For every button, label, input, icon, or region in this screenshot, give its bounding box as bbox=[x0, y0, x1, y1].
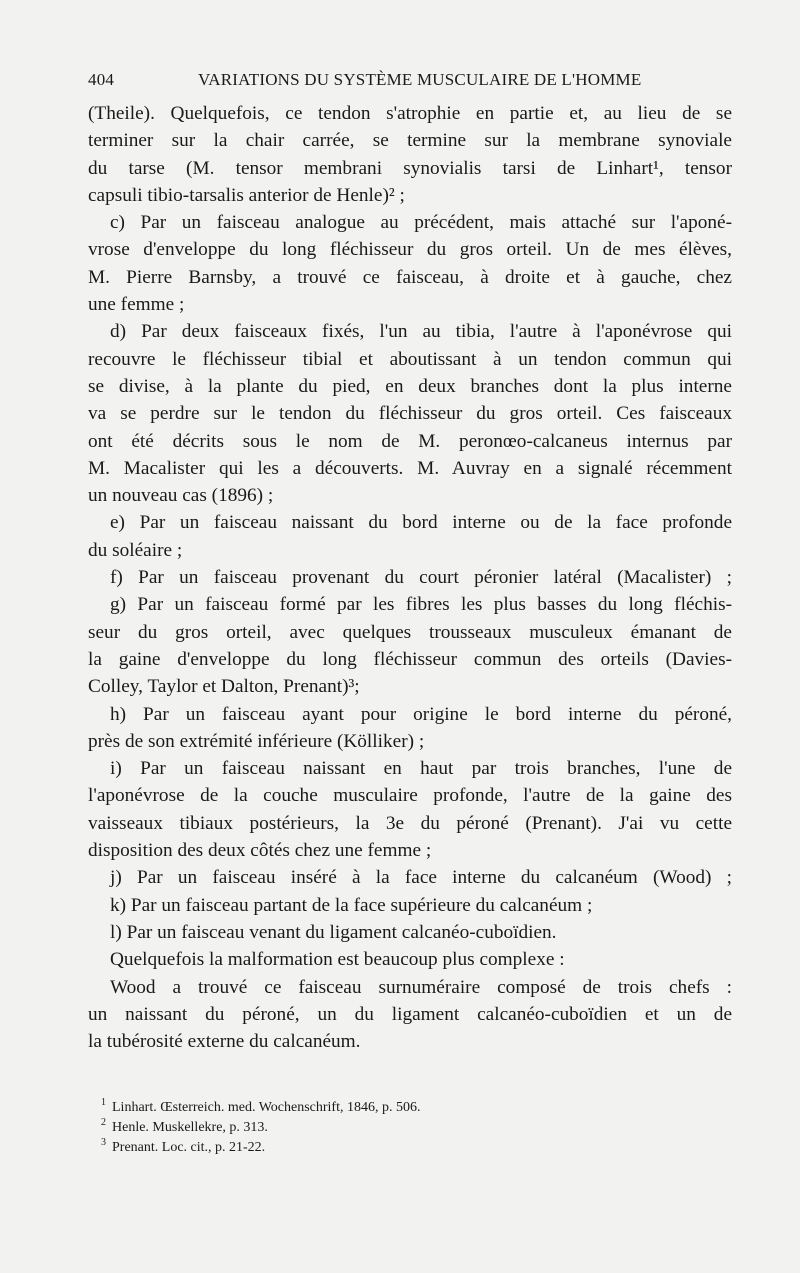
text-line: du soléaire ; bbox=[88, 539, 183, 561]
text-line: l'aponévrose de la couche musculaire profonde, l'autre de la gaine des bbox=[88, 785, 732, 807]
text-line: capsuli tibio-tarsalis anterior de Henle)² ; bbox=[88, 184, 405, 206]
text-line: se divise, à la plante du pied, en deux branches dont la plus interne bbox=[88, 375, 732, 397]
text-line: (Theile). Quelquefois, ce tendon s'atrophie en partie et, au lieu de se bbox=[88, 103, 732, 124]
text-line: e) Par un faisceau naissant du bord interne ou de la face profonde bbox=[110, 512, 732, 534]
footnote bbox=[101, 1098, 701, 1118]
text-line: terminer sur la chair carrée, se termine sur la membrane synoviale bbox=[88, 130, 732, 152]
text-line: Colley, Taylor et Dalton, Prenant)³; bbox=[88, 676, 360, 698]
footnote-mark: 1 bbox=[101, 1097, 106, 1109]
footnote-text: Henle. Muskellekre, p. 313. bbox=[112, 1120, 268, 1135]
text-line: une femme ; bbox=[88, 294, 185, 316]
text-line: i) Par un faisceau naissant en haut par trois branches, l'une de bbox=[110, 758, 732, 780]
text-line: près de son extrémité inférieure (Kölliker) ; bbox=[88, 730, 425, 752]
text-line: M. Pierre Barnsby, a trouvé ce faisceau, à droite et à gauche, chez bbox=[88, 266, 732, 288]
text-line: vrose d'enveloppe du long fléchisseur du gros orteil. Un de mes élèves, bbox=[88, 239, 732, 261]
text-line: vaisseaux tibiaux postérieurs, la 3e du péroné (Prenant). J'ai vu cette bbox=[88, 812, 732, 834]
footnote-mark: 3 bbox=[101, 1137, 106, 1149]
footnote-text: Linhart. Œsterreich. med. Wochenschrift, 1846, p. 506. bbox=[112, 1100, 421, 1115]
text-line: h) Par un faisceau ayant pour origine le bord interne du péroné, bbox=[110, 703, 732, 725]
text-line: g) Par un faisceau formé par les fibres les plus basses du long fléchis- bbox=[110, 594, 732, 616]
running-title: VARIATIONS DU SYSTÈME MUSCULAIRE DE L'HOMME bbox=[198, 70, 642, 89]
text-line: l) Par un faisceau venant du ligament calcanéo-cuboïdien. bbox=[110, 921, 557, 943]
text-line: recouvre le fléchisseur tibial et aboutissant à un tendon commun qui bbox=[88, 348, 732, 370]
text-line: la gaine d'enveloppe du long fléchisseur commun des orteils (Davies- bbox=[88, 648, 732, 670]
text-line: un nouveau cas (1896) ; bbox=[88, 485, 274, 507]
text-line: d) Par deux faisceaux fixés, l'un au tibia, l'autre à l'aponévrose qui bbox=[110, 321, 732, 343]
text-line: Wood a trouvé ce faisceau surnuméraire composé de trois chefs : bbox=[110, 976, 732, 998]
text-line: la tubérosité externe du calcanéum. bbox=[88, 1031, 361, 1053]
text-line: M. Macalister qui les a découverts. M. Auvray en a signalé récemment bbox=[88, 457, 732, 479]
text-line: disposition des deux côtés chez une femme ; bbox=[88, 840, 432, 862]
footnote bbox=[101, 1138, 701, 1158]
text-line: Quelquefois la malformation est beaucoup plus complexe : bbox=[110, 949, 565, 971]
text-line: j) Par un faisceau inséré à la face interne du calcanéum (Wood) ; bbox=[110, 867, 732, 889]
text-line: ont été décrits sous le nom de M. peronœo-calcaneus internus par bbox=[88, 430, 732, 452]
footnote bbox=[101, 1118, 701, 1138]
text-line: va se perdre sur le tendon du fléchisseur du gros orteil. Ces faisceaux bbox=[88, 403, 732, 425]
text-line: seur du gros orteil, avec quelques trousseaux musculeux émanant de bbox=[88, 621, 732, 643]
text-line: k) Par un faisceau partant de la face supérieure du calcanéum ; bbox=[110, 894, 593, 916]
footnote-text: Prenant. Loc. cit., p. 21-22. bbox=[112, 1140, 266, 1155]
text-line: un naissant du péroné, un du ligament calcanéo-cuboïdien et un de bbox=[88, 1003, 732, 1025]
footnote-mark: 2 bbox=[101, 1117, 106, 1129]
body-text bbox=[88, 100, 732, 1055]
text-line: c) Par un faisceau analogue au précédent, mais attaché sur l'aponé- bbox=[110, 212, 732, 234]
text-line: f) Par un faisceau provenant du court péronier latéral (Macalister) ; bbox=[110, 567, 732, 589]
text-line: du tarse (M. tensor membrani synovialis tarsi de Linhart¹, tensor bbox=[88, 157, 732, 179]
page-number: 404 bbox=[88, 70, 115, 89]
